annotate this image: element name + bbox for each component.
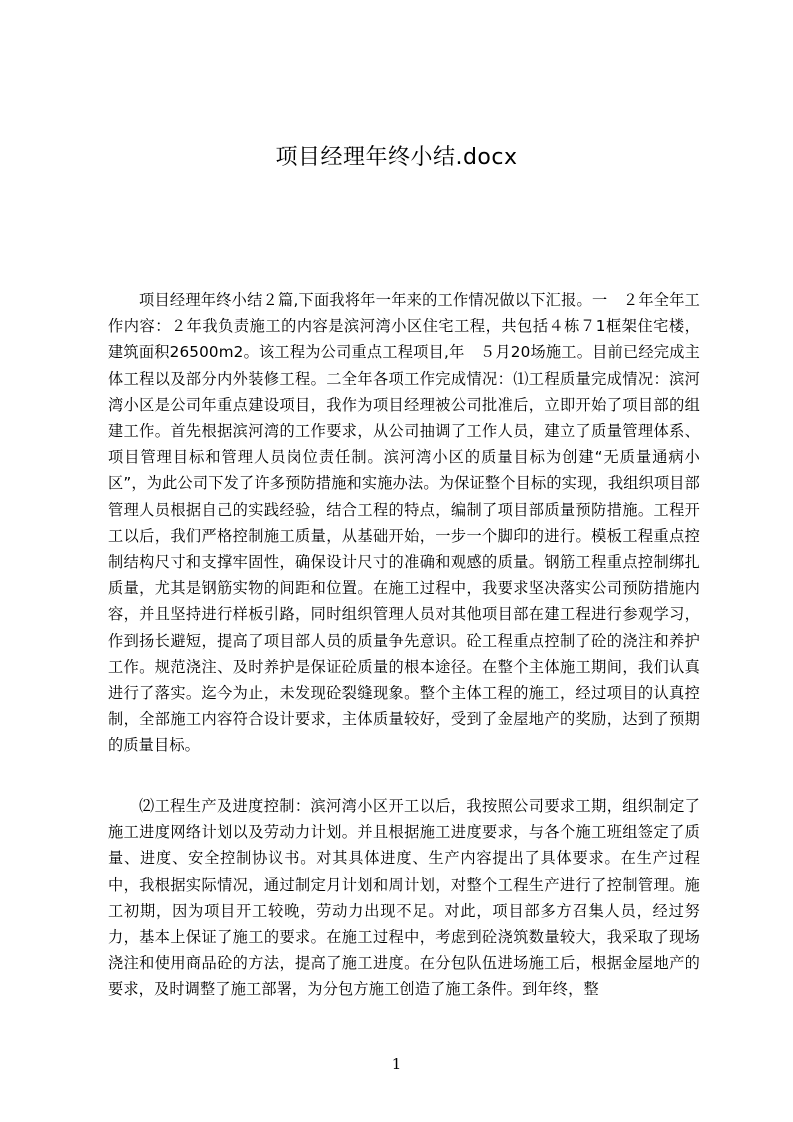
body-paragraph-1: 项目经理年终小结２篇,下面我将年一年来的工作情况做以下汇报。一 ２年全年工作内容：２年我负责施工的内容是滨河湾小区住宅工程，共包括４栋７1框架住宅楼，建筑面积26500m2。该工程为公司重点工程项目,年 ５月20场施工。目前已经完成主体工程以及部分内外装修工程。二全年各项工作完成情况：⑴工程质量完成情况：滨河湾小区是公司年重点建设项目，我作为项目经理被公司批准后，立即开始了项目部的组建工作。首先根据滨河湾的工作要求，从公司抽调了工作人员，建立了质量管理体系、项目管理目标和管理人员岗位责任制。滨河湾小区的质量目标为创建“无质量通病小区”，为此公司下发了许多预防措施和实施办法。为保证整个目标的实现，我组织项目部管理人员根据自己的实践经验，结合工程的特点，编制了项目部质量预防措施。工程开工以后，我们严格控制施工质量，从基础开始，一步一个脚印的进行。模板工程重点控制结构尺寸和支撑牢固性，确保设计尺寸的准确和观感的质量。钢筋工程重点控制绑扎质量，尤其是钢筋实物的间距和位置。在施工过程中，我要求坚决落实公司预防措施内容，并且坚持进行样板引路，同时组织管理人员对其他项目部在建工程进行参观学习，作到扬长避短，提高了项目部人员的质量争先意识。砼工程重点控制了砼的浇注和养护工作。规范浇注、及时养护是保证砼质量的根本途径。在整个主体施工期间，我们认真进行了落实。迄今为止，未发现砼裂缝现象。整个主体工程的施工，经过项目的认真控制，全部施工内容符合设计要求，主体质量较好，受到了金屋地产的奖励，达到了预期的质量目标。: [108, 291, 700, 755]
document-title: 项目经理年终小结.docx: [275, 145, 518, 170]
page-number: 1: [391, 1055, 402, 1073]
body-paragraph-2: ⑵工程生产及进度控制：滨河湾小区开工以后，我按照公司要求工期，组织制定了施工进度网络计划以及劳动力计划。并且根据施工进度要求，与各个施工班组签定了质量、进度、安全控制协议书。对其具体进度、生产内容提出了具体要求。在生产过程中，我根据实际情况，通过制定月计划和周计划，对整个工程生产进行了控制管理。施工初期，因为项目开工较晚，劳动力出现不足。对此，项目部多方召集人员，经过努力，基本上保证了施工的要求。在施工过程中，考虑到砼浇筑数量较大，我采取了现场浇注和使用商品砼的方法，提高了施工进度。在分包队伍进场施工后，根据金屋地产的要求，及时调整了施工部署，为分包方施工创造了施工条件。到年终，整: [108, 797, 700, 999]
